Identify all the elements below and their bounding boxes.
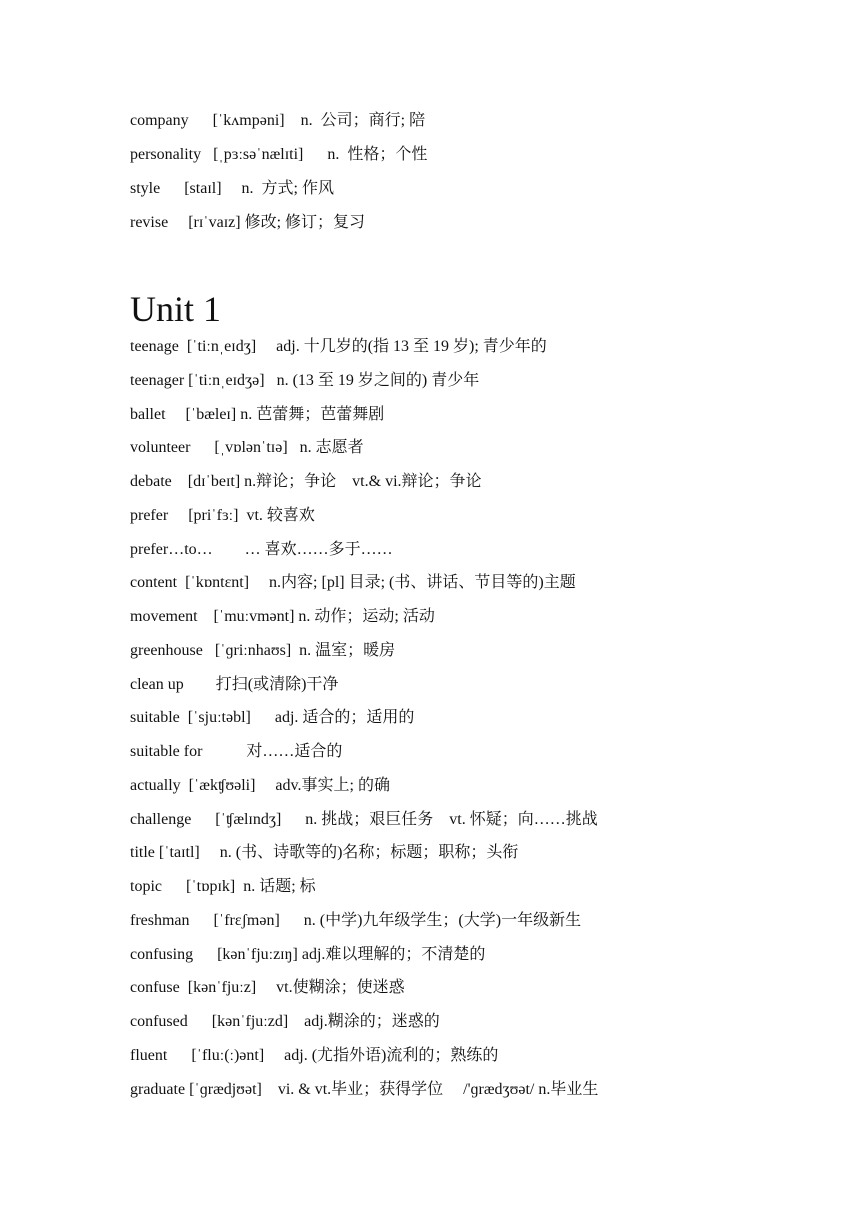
vocab-line: fluent [ˈfluː(ː)ənt] adj. (尤指外语)流利的；熟练的	[130, 1047, 499, 1064]
vocab-line: content [ˈkɒntɛnt] n.内容; [pl] 目录; (书、讲话、节目等的)主题	[130, 574, 576, 591]
unit-heading: Unit 1	[130, 289, 222, 329]
vocab-line: actually [ˈækʧʊəli] adv.事实上; 的确	[130, 777, 390, 794]
vocab-line: teenage [ˈtiːnˌeɪdʒ] adj. 十几岁的(指 13 至 19 岁); 青少年的	[130, 338, 547, 355]
vocab-line: confuse [kənˈfjuːz] vt.使糊涂；使迷惑	[130, 979, 405, 996]
vocab-line: confused [kənˈfjuːzd] adj.糊涂的；迷惑的	[130, 1013, 440, 1030]
vocab-line: suitable [ˈsjuːtəbl] adj. 适合的；适用的	[130, 709, 415, 726]
vocab-line: topic [ˈtɒpɪk] n. 话题; 标	[130, 878, 316, 895]
vocab-line-personality: personality [ˌpɜːsəˈnælɪti] n. 性格；个性	[130, 146, 428, 163]
vocab-line: volunteer [ˌvɒlənˈtɪə] n. 志愿者	[130, 439, 364, 456]
vocab-line: prefer…to… … 喜欢……多于……	[130, 541, 393, 558]
vocab-line-style: style [staɪl] n. 方式; 作风	[130, 180, 334, 197]
vocab-line: movement [ˈmuːvmənt] n. 动作；运动; 活动	[130, 608, 435, 625]
vocab-line: ballet [ˈbæleɪ] n. 芭蕾舞；芭蕾舞剧	[130, 406, 385, 423]
vocab-line: freshman [ˈfrɛʃmən] n. (中学)九年级学生；(大学)一年级新生	[130, 912, 582, 929]
vocab-line-company: company [ˈkʌmpəni] n. 公司；商行; 陪	[130, 112, 426, 129]
vocab-line: suitable for 对……适合的	[130, 743, 343, 760]
vocab-line: greenhouse [ˈɡriːnhaʊs] n. 温室；暖房	[130, 642, 396, 659]
vocab-line: clean up 打扫(或清除)干净	[130, 676, 339, 693]
vocab-line: teenager [ˈtiːnˌeɪdʒə] n. (13 至 19 岁之间的) 青少年	[130, 372, 480, 389]
vocab-line: confusing [kənˈfjuːzɪŋ] adj.难以理解的；不清楚的	[130, 946, 486, 963]
vocab-line: graduate [ˈɡrædjʊət] vi. & vt.毕业；获得学位 /'ɡrædʒʊət/ n.毕业生	[130, 1081, 599, 1098]
vocab-line: challenge [ˈʧælɪndʒ] n. 挑战；艰巨任务 vt. 怀疑；向……挑战	[130, 811, 598, 828]
vocab-line-revise: revise [rɪˈvaɪz] 修改; 修订；复习	[130, 214, 366, 231]
vocab-line: prefer [priˈfɜː] vt. 较喜欢	[130, 507, 315, 524]
vocab-line: title [ˈtaɪtl] n. (书、诗歌等的)名称；标题；职称；头衔	[130, 844, 519, 861]
vocab-line: debate [dɪˈbeɪt] n.辩论；争论 vt.& vi.辩论；争论	[130, 473, 482, 490]
